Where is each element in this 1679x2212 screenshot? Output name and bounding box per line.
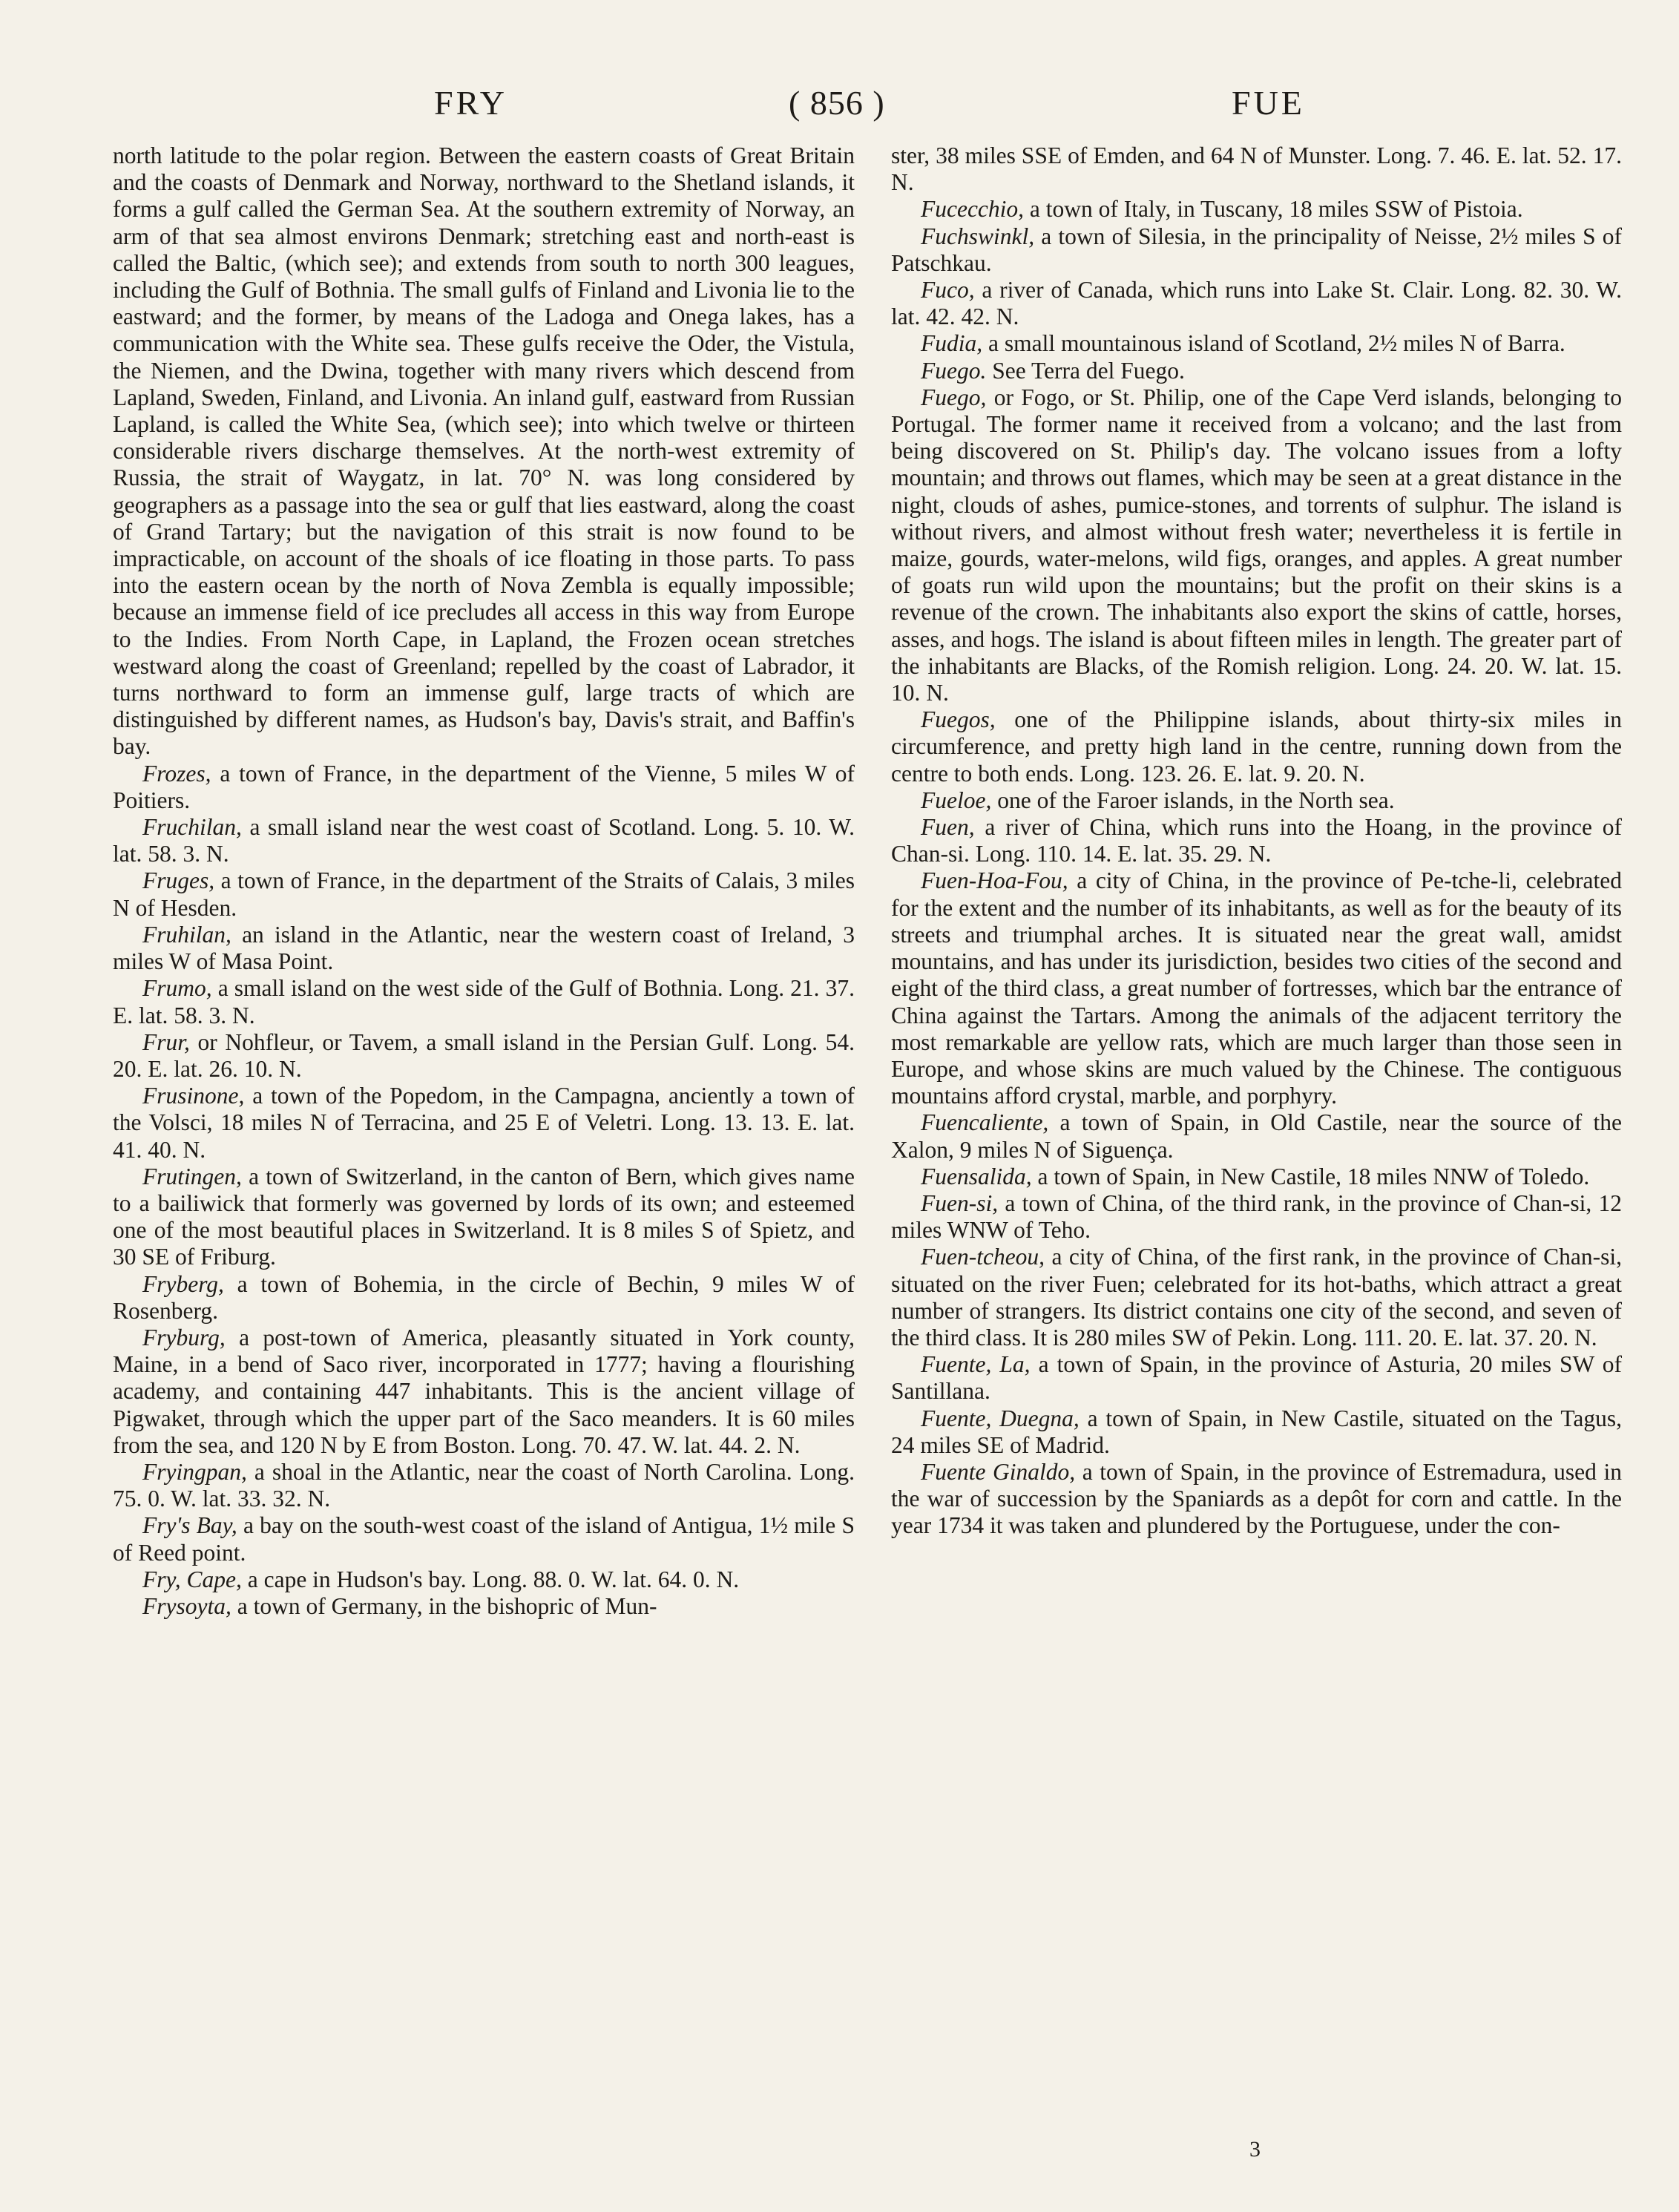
- gazetteer-entry: [891, 1164, 1622, 1190]
- running-head: [0, 83, 1679, 128]
- entry-headword: Fuego,: [921, 384, 987, 410]
- gazetteer-entry: [891, 1459, 1622, 1540]
- entry-headword: Fruhilan,: [142, 921, 231, 948]
- entry-headword: Fuencaliente,: [921, 1109, 1049, 1136]
- entry-headword: Fuente, Duegna,: [921, 1405, 1080, 1431]
- entry-text: one of the Philippine islands, about thirty-six miles in circumference, and pretty high land in the centre, running down from the centre to both ends. Long. 123. 26. E. lat. 9. 20. N.: [891, 706, 1622, 787]
- entry-text: a cape in Hudson's bay. Long. 88. 0. W. lat. 64. 0. N.: [241, 1566, 740, 1592]
- entry-headword: Fuen-Hoa-Fou,: [921, 867, 1068, 894]
- entry-text: a river of China, which runs into the Hoang, in the province of Chan-si. Long. 110. 14. E. lat. 35. 29. N.: [891, 814, 1622, 867]
- entry-text: a town of Spain, in Old Castile, near the source of the Xalon, 9 miles N of Siguença.: [891, 1109, 1622, 1163]
- entry-text: a town of Bohemia, in the circle of Bechin, 9 miles W of Rosenberg.: [113, 1270, 855, 1324]
- gazetteer-entry: [113, 1566, 855, 1593]
- signature-mark: 3: [1249, 2137, 1261, 2162]
- entry-text: a town of Spain, in New Castile, situated on the Tagus, 24 miles SE of Madrid.: [891, 1405, 1622, 1458]
- entry-text: a town of China, of the third rank, in the province of Chan-si, 12 miles WNW of Teho.: [891, 1189, 1622, 1244]
- entry-headword: Fry, Cape,: [142, 1566, 242, 1592]
- gazetteer-entry: [891, 1351, 1622, 1405]
- entry-text: a town of Spain, in the province of Estremadura, used in the war of succession by the Spaniards as a depôt for corn and cattle. In the year 1734 it was taken and plundered by the Portuguese, under the con-: [891, 1458, 1622, 1539]
- left-column: [113, 142, 855, 1620]
- gazetteer-entry: [891, 384, 1622, 706]
- entry-text: a town of Switzerland, in the canton of Bern, which gives name to a bailiwick that formerly was governed by lords of its own; and esteemed one of the most beautiful places in Switzerland. It is 8 miles S of Spietz, and 30 SE of Friburg.: [113, 1163, 855, 1270]
- gazetteer-entry: [113, 975, 855, 1028]
- gazetteer-entry: [113, 1029, 855, 1083]
- entry-headword: Fuego.: [921, 357, 987, 384]
- gazetteer-entry: [891, 223, 1622, 277]
- entry-headword: Fueloe,: [921, 787, 992, 813]
- entry-text: a small island near the west coast of Scotland. Long. 5. 10. W. lat. 58. 3. N.: [113, 814, 855, 867]
- entry-text: a town of the Popedom, in the Campagna, anciently a town of the Volsci, 18 miles N of Terracina, and 25 E of Veletri. Long. 13. 13. E. lat. 41. 40. N.: [113, 1083, 855, 1163]
- gazetteer-entry: [113, 1325, 855, 1459]
- entry-text: a small mountainous island of Scotland, 2½ miles N of Barra.: [982, 330, 1565, 357]
- entry-text: a small island on the west side of the Gulf of Bothnia. Long. 21. 37. E. lat. 58. 3. N.: [113, 975, 855, 1028]
- entry-headword: Fruges,: [142, 867, 215, 894]
- gazetteer-entry: [891, 1190, 1622, 1244]
- gazetteer-entry: [891, 706, 1622, 787]
- gazetteer-entry: [113, 1271, 855, 1325]
- entry-headword: Fuen,: [921, 814, 975, 841]
- gazetteer-entry: [113, 1164, 855, 1271]
- entry-headword: Fruchilan,: [142, 814, 242, 841]
- gazetteer-entry: [113, 867, 855, 921]
- entry-headword: Fuensalida,: [921, 1163, 1032, 1189]
- running-head-left: FRY: [434, 84, 507, 122]
- gazetteer-entry: [891, 196, 1622, 223]
- left-entry-list: [113, 761, 855, 1621]
- entry-headword: Fudia,: [921, 330, 983, 357]
- entry-headword: Frozes,: [142, 760, 211, 787]
- gazetteer-entry: [891, 867, 1622, 1109]
- gazetteer-entry: [113, 1083, 855, 1164]
- entry-headword: Fuen-si,: [921, 1189, 999, 1216]
- entry-text: a town of Germany, in the bishopric of Mun-: [231, 1592, 657, 1619]
- gazetteer-entry: [891, 277, 1622, 330]
- entry-headword: Fryburg,: [142, 1324, 226, 1350]
- gazetteer-entry: [113, 814, 855, 867]
- gazetteer-entry: [891, 787, 1622, 814]
- entry-text: a post-town of America, pleasantly situated in York county, Maine, in a bend of Saco river, incorporated in 1777; having a flourishing academy, and containing 447 inhabitants. This is the ancient village of Pigwaket, through which the upper part of the Saco meanders. It is 60 miles from the sea, and 120 N by E from Boston. Long. 70. 47. W. lat. 44. 2. N.: [113, 1324, 855, 1458]
- entry-text: or Nohfleur, or Tavem, a small island in the Persian Gulf. Long. 54. 20. E. lat. 26. 10. N.: [113, 1028, 855, 1082]
- entry-text: See Terra del Fuego.: [986, 357, 1185, 384]
- entry-headword: Fuco,: [921, 277, 975, 303]
- entry-headword: Fuegos,: [921, 706, 996, 733]
- running-head-right: FUE: [1232, 84, 1305, 122]
- entry-headword: Fuente, La,: [921, 1351, 1031, 1378]
- gazetteer-entry: [113, 922, 855, 975]
- entry-headword: Fucecchio,: [921, 196, 1025, 223]
- gazetteer-entry: [891, 358, 1622, 384]
- entry-headword: Fuen-tcheou,: [921, 1244, 1045, 1270]
- gazetteer-entry: [113, 1512, 855, 1566]
- entry-headword: Fry's Bay,: [142, 1512, 237, 1539]
- entry-text: a bay on the south-west coast of the island of Antigua, 1½ mile S of Reed point.: [113, 1512, 855, 1566]
- entry-headword: Frumo,: [142, 975, 212, 1002]
- entry-headword: Frutingen,: [142, 1163, 242, 1189]
- entry-text: a town of Italy, in Tuscany, 18 miles SSW of Pistoia.: [1024, 196, 1523, 223]
- gazetteer-entry: [891, 1109, 1622, 1163]
- entry-text: a town of Silesia, in the principality of Neisse, 2½ miles S of Patschkau.: [891, 223, 1622, 276]
- entry-headword: Frusinone,: [142, 1083, 245, 1109]
- entry-text: a town of Spain, in New Castile, 18 miles NNW of Toledo.: [1031, 1163, 1590, 1189]
- entry-headword: Frysoyta,: [142, 1592, 231, 1619]
- entry-text: a town of Spain, in the province of Asturia, 20 miles SW of Santillana.: [891, 1351, 1622, 1405]
- right-column: [891, 142, 1622, 1540]
- continued-paragraph: north latitude to the polar region. Between the eastern coasts of Great Britain and the coasts of Denmark and Norway, northward to the Shetland islands, it forms a gulf called the German Sea. At the southern extremity of Norway, an arm of that sea almost environs Denmark; stretching east and north-east is called the Baltic, (which see); and extends from south to north 300 leagues, including the Gulf of Bothnia. The small gulfs of Finland and Livonia lie to the eastward; and the former, by means of the Ladoga and Onega lakes, has a communication with the White sea. These gulfs receive the Oder, the Vistula, the Niemen, and the Dwina, together with many rivers which descend from Lapland, Sweden, Finland, and Livonia. An inland gulf, eastward from Russian Lapland, is called the White Sea, (which see); into which twelve or thirteen considerable rivers discharge themselves. At the north-west extremity of Russia, the strait of Waygatz, in lat. 70° N. was long considered by geographers as a passage into the sea or gulf that lies eastward, along the coast of Grand Tartary; but the navigation of this strait is now found to be impracticable, on account of the shoals of ice floating in those parts. To pass into the eastern ocean by the north of Nova Zembla is equally impossible; because an immense field of ice precludes all access in this way from Europe to the Indies. From North Cape, in Lapland, the Frozen ocean stretches westward along the coast of Greenland; repelled by the coast of Labrador, it turns northward to form an immense gulf, large tracts of which are distinguished by different names, as Hudson's bay, Davis's strait, and Baffin's bay.: [113, 142, 855, 760]
- entry-headword: Fryberg,: [142, 1270, 224, 1297]
- entry-text: a river of Canada, which runs into Lake St. Clair. Long. 82. 30. W. lat. 42. 42. N.: [891, 277, 1622, 330]
- gazetteer-entry: [113, 761, 855, 814]
- gazetteer-entry: [891, 330, 1622, 357]
- gazetteer-entry: [891, 1244, 1622, 1351]
- entry-headword: Fuente Ginaldo,: [921, 1458, 1076, 1485]
- entry-text: a town of France, in the department of the Vienne, 5 miles W of Poitiers.: [113, 760, 855, 813]
- entry-text: a city of China, of the first rank, in the province of Chan-si, situated on the river Fuen; celebrated for its hot-baths, which attract a great number of strangers. Its district contains one city of the second, and seven of the third class. It is 280 miles SW of Pekin. Long. 111. 20. E. lat. 37. 20. N.: [891, 1244, 1622, 1350]
- entry-text: a town of France, in the department of the Straits of Calais, 3 miles N of Hesden.: [113, 867, 855, 921]
- entry-headword: Fryingpan,: [142, 1458, 247, 1485]
- gazetteer-entry: [891, 1405, 1622, 1459]
- entry-text: or Fogo, or St. Philip, one of the Cape Verd islands, belonging to Portugal. The former name it received from a volcano; and the last from being discovered on St. Philip's day. The volcano issues from a lofty mountain; and throws out flames, which may be seen at a great distance in the night, clouds of ashes, pumice-stones, and torrents of sulphur. The island is without rivers, and almost without fresh water; nevertheless it is fertile in maize, gourds, water-melons, wild figs, oranges, and apples. A great number of goats run wild upon the mountains; but the profit on their skins is a revenue of the crown. The inhabitants also export the skins of cattle, horses, asses, and hogs. The island is about fifteen miles in length. The greater part of the inhabitants are Blacks, of the Romish religion. Long. 24. 20. W. lat. 15. 10. N.: [891, 384, 1622, 706]
- gazetteer-entry: [891, 814, 1622, 867]
- gazetteer-entry: [113, 1593, 855, 1620]
- entry-headword: Frur,: [142, 1028, 190, 1055]
- entry-headword: Fuchswinkl,: [921, 223, 1035, 249]
- entry-text: one of the Faroer islands, in the North sea.: [991, 787, 1395, 813]
- entry-text: an island in the Atlantic, near the western coast of Ireland, 3 miles W of Masa Point.: [113, 921, 855, 975]
- right-entry-list: [891, 196, 1622, 1539]
- page-number: ( 856 ): [789, 84, 885, 122]
- gazetteer-entry: [113, 1459, 855, 1512]
- continued-paragraph: ster, 38 miles SSE of Emden, and 64 N of Munster. Long. 7. 46. E. lat. 52. 17. N.: [891, 142, 1622, 196]
- entry-text: a shoal in the Atlantic, near the coast of North Carolina. Long. 75. 0. W. lat. 33. 32. N.: [113, 1458, 855, 1512]
- entry-text: a city of China, in the province of Pe-tche-li, celebrated for the extent and the number of its inhabitants, as well as for the beauty of its streets and triumphal arches. It is situated near the great wall, amidst mountains, and has under its jurisdiction, besides two cities of the second and eight of the third class, a great number of fortresses, which bar the entrance of China against the Tartars. Among the animals of the adjacent territory the most remarkable are yellow rats, which are much larger than those seen in Europe, and whose skins are much valued by the Chinese. The contiguous mountains afford crystal, marble, and porphyry.: [891, 867, 1622, 1109]
